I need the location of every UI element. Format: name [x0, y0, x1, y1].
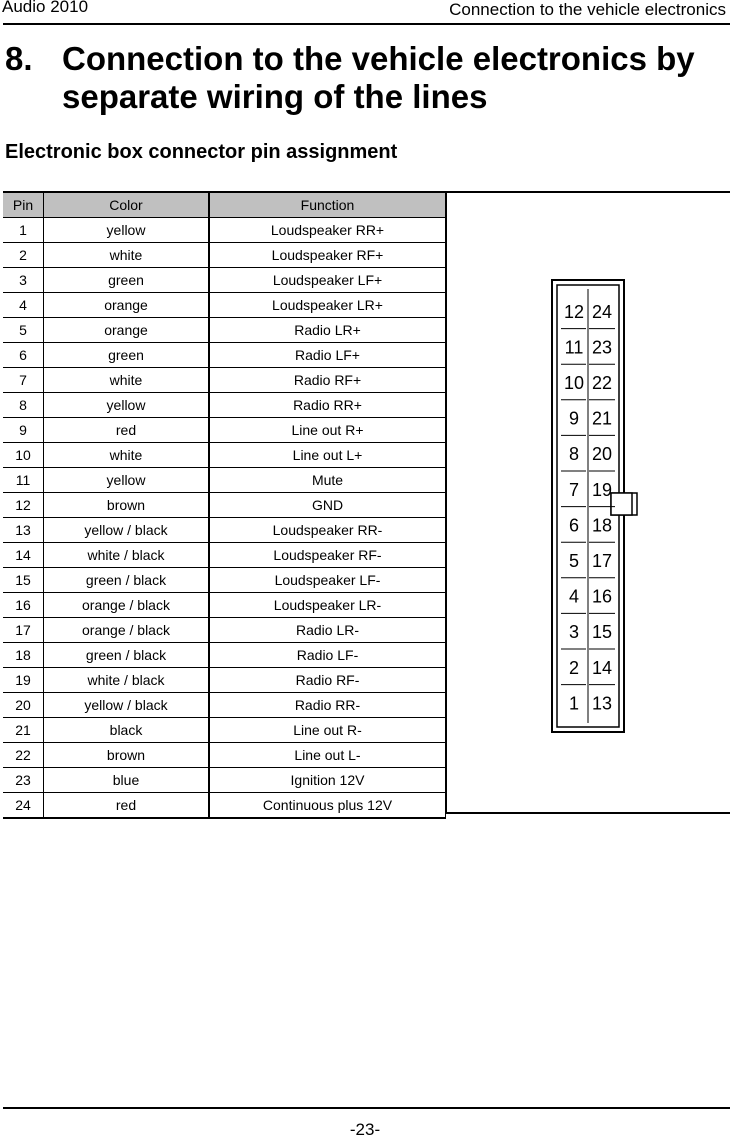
subsection-title: Electronic box connector pin assignment — [5, 141, 398, 163]
connector-pin-label: 14 — [591, 657, 613, 678]
pin-cell: 18 — [3, 643, 44, 668]
pin-cell: 16 — [3, 593, 44, 618]
pin-cell: 12 — [3, 493, 44, 518]
color-cell: green — [44, 268, 210, 293]
table-row — [3, 343, 446, 368]
table-row — [3, 243, 446, 268]
connector-diagram — [447, 193, 730, 814]
function-cell: Radio LF+ — [209, 343, 446, 368]
column-header-color: Color — [44, 192, 210, 218]
table-row — [3, 418, 446, 443]
pin-cell: 15 — [3, 568, 44, 593]
table-row — [3, 643, 446, 668]
function-cell: Loudspeaker LR+ — [209, 293, 446, 318]
pin-cell: 7 — [3, 368, 44, 393]
function-cell: Loudspeaker RF+ — [209, 243, 446, 268]
connector-pin-label: 22 — [591, 373, 613, 393]
connector-pin-label: 17 — [591, 551, 613, 571]
connector-pin-label: 2 — [568, 657, 580, 678]
function-cell: Loudspeaker LF+ — [209, 268, 446, 293]
function-cell: Line out L- — [209, 743, 446, 768]
table-row — [3, 743, 446, 768]
function-cell: GND — [209, 493, 446, 518]
function-cell: Loudspeaker RR+ — [209, 218, 446, 243]
header-title-left: Audio 2010 — [2, 0, 89, 16]
function-cell: Radio LF- — [209, 643, 446, 668]
color-cell: white — [44, 443, 210, 468]
function-cell: Loudspeaker LF- — [209, 568, 446, 593]
connector-pin-label: 9 — [568, 408, 580, 429]
connector-pin-label: 3 — [568, 622, 580, 643]
pin-cell: 9 — [3, 418, 44, 443]
color-cell: orange — [44, 318, 210, 343]
function-cell: Mute — [209, 468, 446, 493]
table-row — [3, 668, 446, 693]
connector-pin-label: 10 — [563, 373, 585, 393]
pin-cell: 6 — [3, 343, 44, 368]
color-cell: white / black — [44, 543, 210, 568]
color-cell: blue — [44, 768, 210, 793]
color-cell: orange — [44, 293, 210, 318]
table-row — [3, 468, 446, 493]
pin-cell: 11 — [3, 468, 44, 493]
pin-cell: 19 — [3, 668, 44, 693]
function-cell: Radio RR- — [209, 693, 446, 718]
color-cell: green / black — [44, 643, 210, 668]
connector-pin-label: 8 — [568, 444, 580, 465]
color-cell: yellow / black — [44, 693, 210, 718]
color-cell: white — [44, 243, 210, 268]
function-cell: Radio LR- — [209, 618, 446, 643]
connector-pin-label: 12 — [563, 301, 585, 322]
connector-pin-label: 21 — [591, 408, 613, 429]
color-cell: white / black — [44, 668, 210, 693]
connector-pin-label: 13 — [591, 693, 613, 714]
connector-pin-label: 18 — [591, 515, 613, 536]
table-row — [3, 568, 446, 593]
connector-pin-label: 6 — [568, 515, 580, 536]
column-header-pin: Pin — [3, 192, 44, 218]
pin-cell: 8 — [3, 393, 44, 418]
pin-cell: 21 — [3, 718, 44, 743]
color-cell: green / black — [44, 568, 210, 593]
pin-assignment-table — [3, 191, 446, 819]
header-divider — [3, 23, 730, 25]
color-cell: brown — [44, 743, 210, 768]
function-cell: Radio LR+ — [209, 318, 446, 343]
connector-pin-label: 5 — [568, 551, 580, 571]
pin-cell: 13 — [3, 518, 44, 543]
function-cell: Loudspeaker RR- — [209, 518, 446, 543]
connector-pin-label: 16 — [591, 586, 613, 607]
table-header-row — [3, 192, 446, 218]
pin-cell: 3 — [3, 268, 44, 293]
pin-cell: 1 — [3, 218, 44, 243]
connector-latch-inner — [611, 493, 632, 515]
connector-pin-label: 15 — [591, 622, 613, 643]
table-row — [3, 393, 446, 418]
footer-divider — [3, 1107, 730, 1109]
pin-cell: 17 — [3, 618, 44, 643]
function-cell: Radio RF- — [209, 668, 446, 693]
header-title-right: Connection to the vehicle electronics — [449, 0, 726, 19]
table-row — [3, 218, 446, 243]
table-row — [3, 618, 446, 643]
function-cell: Loudspeaker RF- — [209, 543, 446, 568]
table-row — [3, 443, 446, 468]
table-row — [3, 518, 446, 543]
connector-pin-label: 20 — [591, 444, 613, 465]
function-cell: Line out R- — [209, 718, 446, 743]
function-cell: Line out L+ — [209, 443, 446, 468]
page-number: -23- — [349, 1120, 381, 1139]
table-row — [3, 493, 446, 518]
function-cell: Loudspeaker LR- — [209, 593, 446, 618]
function-cell: Continuous plus 12V — [209, 793, 446, 819]
color-cell: brown — [44, 493, 210, 518]
color-cell: yellow / black — [44, 518, 210, 543]
pin-cell: 4 — [3, 293, 44, 318]
pin-cell: 22 — [3, 743, 44, 768]
function-cell: Line out R+ — [209, 418, 446, 443]
table-row — [3, 768, 446, 793]
connector-pin-label: 7 — [568, 479, 580, 500]
color-cell: red — [44, 418, 210, 443]
connector-pin-label: 11 — [564, 337, 584, 358]
table-row — [3, 318, 446, 343]
pin-cell: 10 — [3, 443, 44, 468]
pin-cell: 5 — [3, 318, 44, 343]
color-cell: yellow — [44, 393, 210, 418]
connector-diagram-panel — [446, 191, 730, 814]
color-cell: yellow — [44, 468, 210, 493]
color-cell: white — [44, 368, 210, 393]
connector-pin-label: 4 — [568, 586, 580, 607]
section-title: Connection to the vehicle electronics by separate wiring of the lines — [62, 40, 695, 115]
table-row — [3, 693, 446, 718]
table-row — [3, 268, 446, 293]
column-header-function: Function — [209, 192, 446, 218]
function-cell: Ignition 12V — [209, 768, 446, 793]
pin-cell: 14 — [3, 543, 44, 568]
pin-cell: 24 — [3, 793, 44, 819]
pin-cell: 2 — [3, 243, 44, 268]
color-cell: orange / black — [44, 593, 210, 618]
table-row — [3, 793, 446, 819]
function-cell: Radio RF+ — [209, 368, 446, 393]
table-row — [3, 368, 446, 393]
section-number: 8. — [5, 40, 33, 77]
function-cell: Radio RR+ — [209, 393, 446, 418]
pin-cell: 20 — [3, 693, 44, 718]
table-row — [3, 593, 446, 618]
color-cell: orange / black — [44, 618, 210, 643]
table-row — [3, 293, 446, 318]
connector-pin-label: 24 — [591, 301, 613, 322]
connector-pin-label: 1 — [568, 693, 580, 714]
color-cell: red — [44, 793, 210, 819]
pin-cell: 23 — [3, 768, 44, 793]
table-row — [3, 543, 446, 568]
color-cell: green — [44, 343, 210, 368]
color-cell: black — [44, 718, 210, 743]
connector-pin-label: 23 — [591, 337, 613, 358]
table-body — [3, 218, 446, 819]
color-cell: yellow — [44, 218, 210, 243]
table-row — [3, 718, 446, 743]
connector-pin-label: 19 — [591, 479, 613, 500]
